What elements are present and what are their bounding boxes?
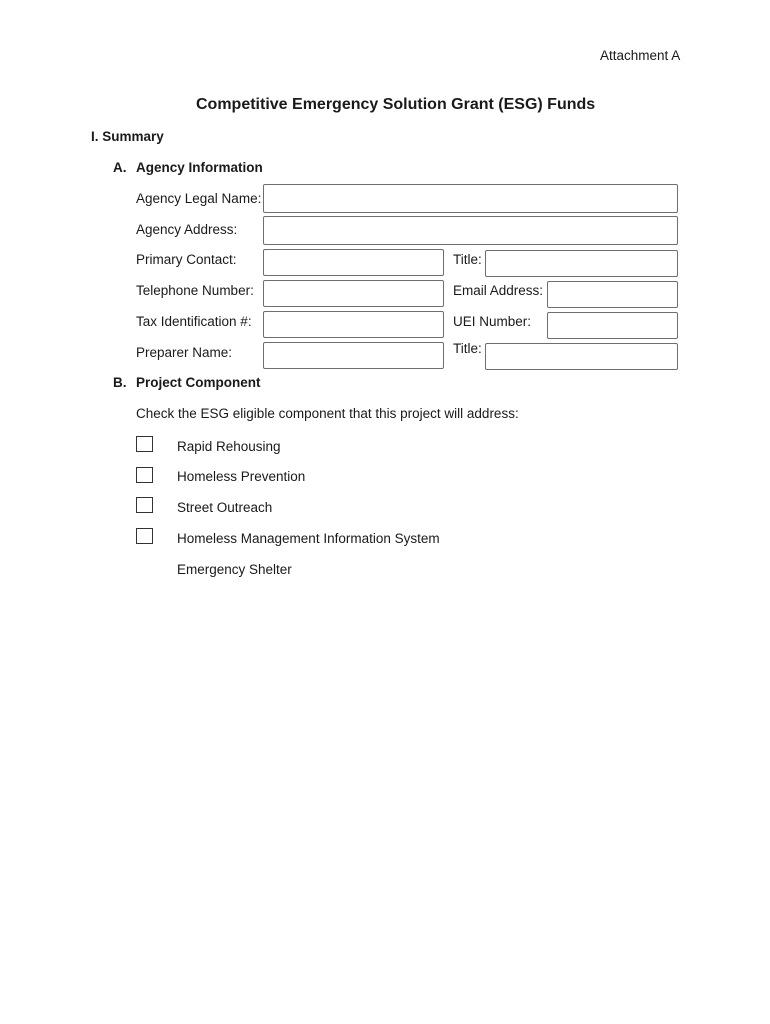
contact-title-label: Title:	[453, 252, 482, 267]
preparer-title-label: Title:	[453, 341, 482, 356]
homeless-prevention-label: Homeless Prevention	[177, 469, 306, 484]
telephone-number-field[interactable]	[263, 280, 444, 307]
uei-number-label: UEI Number:	[453, 314, 532, 329]
attachment-label: Attachment A	[600, 48, 681, 63]
street-outreach-label: Street Outreach	[177, 500, 273, 515]
agency-legal-name-label: Agency Legal Name:	[136, 191, 262, 206]
primary-contact-field[interactable]	[263, 249, 444, 276]
homeless-prevention-checkbox[interactable]	[136, 467, 153, 483]
preparer-name-label: Preparer Name:	[136, 345, 233, 360]
contact-title-field[interactable]	[485, 250, 678, 277]
uei-number-field[interactable]	[547, 312, 678, 339]
rapid-rehousing-checkbox[interactable]	[136, 436, 153, 452]
section-marker-b: B.	[113, 375, 127, 390]
preparer-title-field[interactable]	[485, 343, 678, 370]
tax-identification-field[interactable]	[263, 311, 444, 338]
section-heading-summary: I. Summary	[91, 129, 164, 144]
street-outreach-checkbox[interactable]	[136, 497, 153, 513]
hmis-checkbox[interactable]	[136, 528, 153, 544]
email-address-label: Email Address:	[453, 283, 544, 298]
primary-contact-label: Primary Contact:	[136, 252, 237, 267]
agency-address-label: Agency Address:	[136, 222, 238, 237]
rapid-rehousing-label: Rapid Rehousing	[177, 439, 281, 454]
agency-information-heading: Agency Information	[136, 160, 263, 175]
hmis-label: Homeless Management Information System	[177, 531, 440, 546]
agency-address-field[interactable]	[263, 216, 678, 245]
tax-identification-label: Tax Identification #:	[136, 314, 252, 329]
section-marker-a: A.	[113, 160, 127, 175]
telephone-number-label: Telephone Number:	[136, 283, 254, 298]
project-component-instruction: Check the ESG eligible component that this project will address:	[136, 406, 519, 421]
email-address-field[interactable]	[547, 281, 678, 308]
project-component-heading: Project Component	[136, 375, 261, 390]
emergency-shelter-label: Emergency Shelter	[177, 562, 292, 577]
preparer-name-field[interactable]	[263, 342, 444, 369]
agency-legal-name-field[interactable]	[263, 184, 678, 213]
document-title: Competitive Emergency Solution Grant (ESG) Funds	[196, 96, 596, 113]
